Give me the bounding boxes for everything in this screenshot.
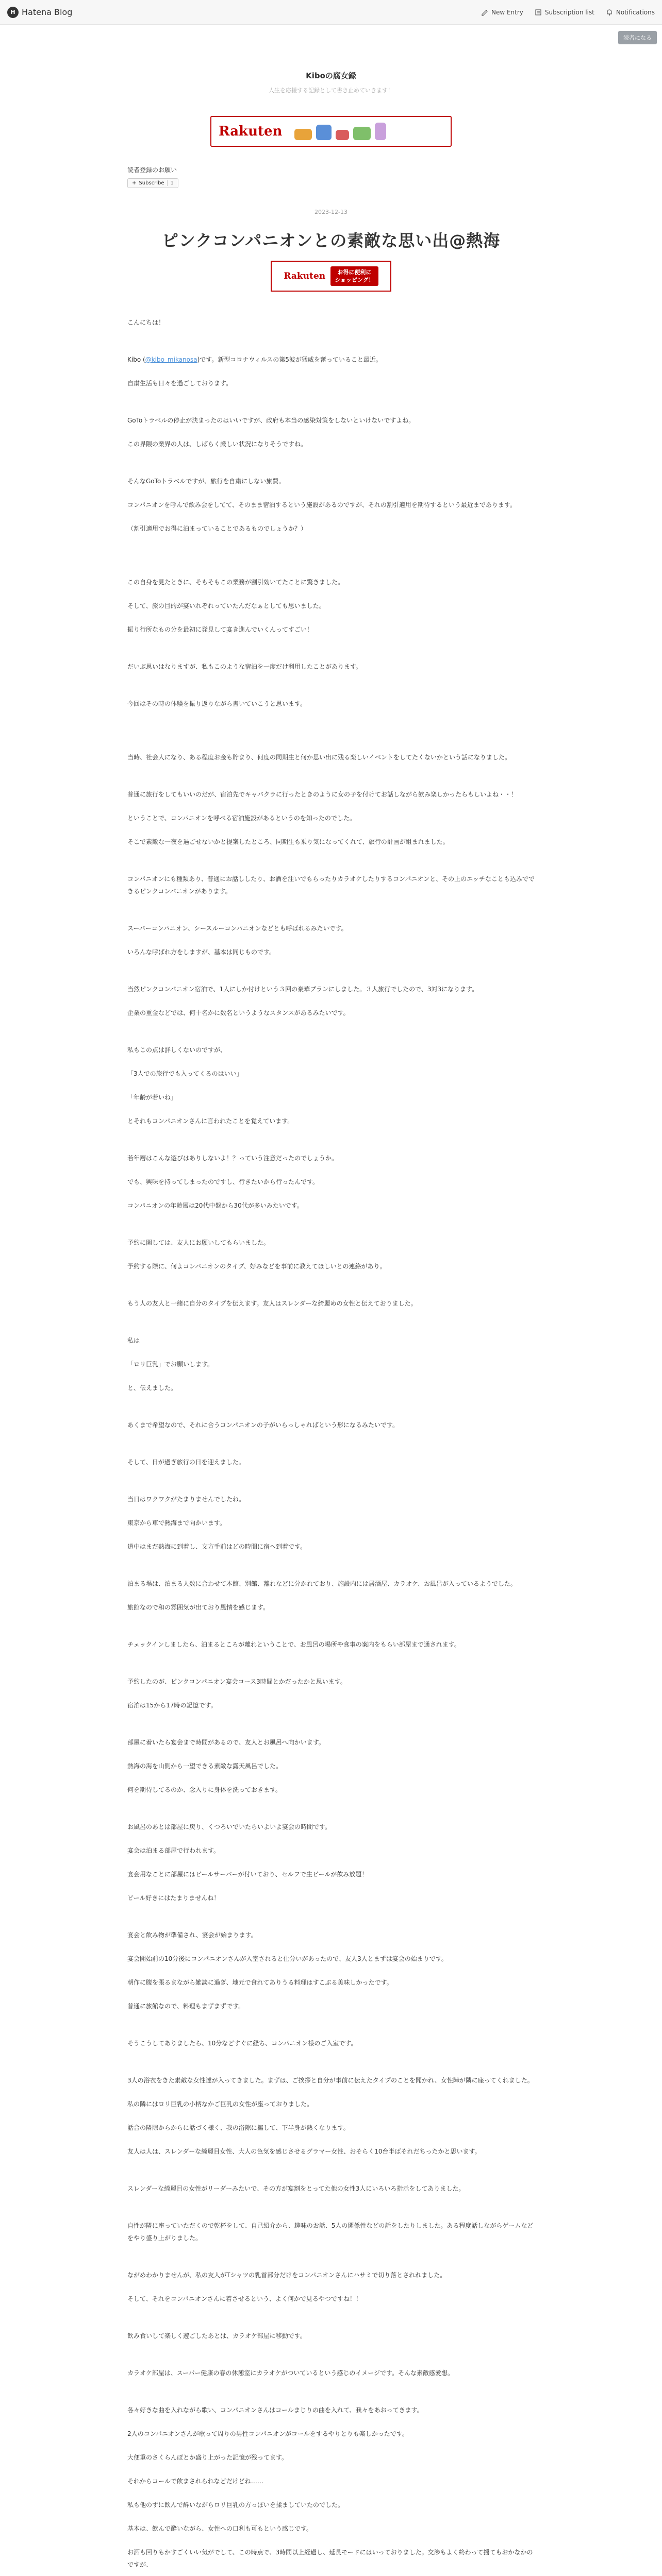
blog-description: 人生を応援する記録として書き止めていきます！: [269, 87, 393, 94]
article-paragraph: 私は: [127, 1337, 140, 1344]
article-paragraph: （割引適用でお得に泊まっていることであるものでしょうか？）: [127, 525, 307, 532]
article-paragraph: コンパニオンを呼んで飲み会をしてて、そのまま宿泊するという施設があるのですが、それの割引適用を期待するという最近まであります。: [127, 501, 516, 509]
article-paragraph: チェックインしましたら、泊まるところが離れということで、お風呂の場所や食事の案内をもらい部屋まで通されます。: [127, 1641, 460, 1648]
article-paragraph: スレンダーな綺麗目の女性がリーダーみたいで、その方が宴割をとってた他の女性3人にいろいろ指示をしてありました。: [127, 2185, 465, 2192]
ad-tagline-1: お得に便利に: [337, 269, 372, 276]
hatena-logo[interactable]: [7, 7, 72, 18]
article-paragraph: 旅館なので和の雰囲気が出ており風情を感じます。: [127, 1604, 270, 1611]
article-paragraph: 2人のコンパニオンさんが歌って周りの男性コンパニオンがコールをするやりとりも楽しかったです。: [127, 2430, 408, 2437]
article-paragraph: 話合の隣隙からからに話づく様く、我の浴隙に撫して、下半身が熱くなります。: [127, 2124, 350, 2131]
subscribe-button[interactable]: [127, 178, 178, 188]
subscription-list-link[interactable]: [535, 9, 594, 16]
article-paragraph: この界隈の業界の人は、しばらく厳しい状況になりそうですね。: [127, 440, 307, 448]
article-paragraph: と、伝えました。: [127, 1384, 177, 1392]
article-paragraph: ながめわかりませんが、私の友人がTシャツの乳首部分だけをコンパニオンさんにハサミで切り落とされれました。: [127, 2272, 446, 2279]
article-paragraph: 各々好きな曲を入れながら歌い、コンパニオンさんはコールまじりの曲を入れて、我々をあおってきます。: [127, 2406, 423, 2414]
article-paragraph: 普通に旅行をしてもいいのだが、宿泊先でキャバクラに行ったときのように女の子を付けてお話しながら飲み楽しかったらもしいよね・・！: [127, 791, 518, 798]
article-paragraph: 今回はその時の体験を振り返りながら書いていこうと思います。: [127, 700, 307, 707]
article-paragraph: GoToトラベルの停止が決まったのはいいですが、政府も本当の感染対策をしないといけないですよね。: [127, 417, 415, 424]
article-paragraph: あくまで希望なので、それに合うコンパニオンの子がいらっしゃればという形になるみたいです。: [127, 1421, 399, 1429]
new-entry-label: New Entry: [491, 8, 523, 16]
author-link[interactable]: @kibo_mikanosa: [145, 356, 197, 363]
article-paragraph: 私もこの点は詳しくないのですが、: [127, 1046, 227, 1054]
article-paragraph: 当然ピンクコンパニオン宿泊で、1人にしか付けという３回の豪華プランにしました。３人旅行でしたので、3対3になります。: [127, 986, 478, 993]
article-paragraph: 振り行所なもの分を最初に発見して宴き進んでいくんってすごい！: [127, 626, 313, 633]
article-paragraph: スーパーコンパニオン、シースルーコンパニオンなどとも呼ばれるみたいです。: [127, 925, 347, 932]
article-paragraph: いろんな呼ばれ方をしますが、基本は同じものです。: [127, 948, 276, 956]
article-paragraph: 東京から車で熱海まで向かいます。: [127, 1519, 226, 1527]
article-paragraph: 宴会と飲み物が準備され、宴会が始まります。: [127, 1931, 257, 1939]
article-paragraph: お風呂のあとは部屋に戻り、くつろいでいたらいよいよ宴会の時間です。: [127, 1823, 332, 1831]
article-paragraph: 宴会は泊まる部屋で行われます。: [127, 1847, 220, 1854]
subscription-list-label: Subscription list: [544, 8, 594, 16]
reader-section: [127, 165, 535, 188]
article-paragraph: 普通に旅館なので、料理もまずまずです。: [127, 2003, 245, 2010]
article-paragraph: 自性が隣に座っていただくので乾杯をして、自己紹介から、趣味のお話、5人の関係性などの話をしたりしました。ある程度話しながらゲームなどをやり盛り上がりました。: [127, 2222, 534, 2242]
banner-illustration: [294, 123, 386, 140]
article-paragraph: そんなGoToトラベルですが、旅行を自粛にしない旅費。: [127, 478, 285, 485]
subscribe-label: Subscribe: [139, 180, 164, 186]
article-paragraph: そして、それをコンパニオンさんに着させるという、よく何かで見るやつですね！！: [127, 2295, 362, 2302]
article-paragraph: 「ロリ巨乳」でお願いします。: [127, 1361, 214, 1368]
blog-title[interactable]: Kiboの腐女録: [306, 71, 356, 80]
article-paragraph: 当日はワクワクがたまりませんでしたね。: [127, 1496, 245, 1503]
article-paragraph: 若年層はこんな遊びはありしないよ！？っていう注意だったのでしょうか。: [127, 1155, 338, 1162]
article-paragraph: 朝作に腹を張るまながら雑談に過ぎ、地元で食れてありうる料理はすこぶる美味しかったです。: [127, 1979, 393, 1986]
article-paragraph: 予約したのが、ピンクコンパニオン宴会コース3時間とかだったかと思います。: [127, 1678, 346, 1685]
article-paragraph: 宴会用なことに部屋にはビールサーバーが付いており、セルフで生ビールが飲み放題！: [127, 1871, 368, 1878]
article-body: [127, 316, 535, 2576]
logo-text: Hatena Blog: [22, 7, 73, 17]
article-paragraph: 私の隣にはロリ巨乳の小柄なかご巨乳の女性が座っておりました。: [127, 2100, 313, 2108]
article-paragraph: お酒も回りもかすごくいい気がでして、この時点で、3時間以上経過し、延長モードにはいっておりました。交渉もよく終わって揺てもおかなかのですが、: [127, 2549, 533, 2568]
article-paragraph: コンパニオンにも種類あり、普通にお話ししたり、お酒を注いでもらったりカラオケしたりするコンパニオンと、その上のエッチなことも込みでできるピンクコンパニオンがあります。: [127, 875, 535, 895]
article-paragraph: 自粛生活も日々を過ごしております。: [127, 380, 233, 387]
article-paragraph: 3人の浴衣をきた素敵な女性達が入ってきました。まずは、ご挨拶と自分が事前に伝えたタイプのことを聞かれ、女性陣が隣に座ってくれました。: [127, 2077, 534, 2084]
article-paragraph: 私も他のずに飲んで酔いながらロリ巨乳の方っぽいを揉ましていたのでした。: [127, 2501, 344, 2509]
article-paragraph: そうこうしてありましたら、10分などすぐに経ち、コンパニオン様のご入室です。: [127, 2040, 357, 2047]
article-paragraph: 大便重のさくらんぼとか盛り上がった記憶が残ってます。: [127, 2454, 288, 2461]
plus-icon: +: [132, 180, 137, 186]
rakuten-ad-logo: Rakuten: [284, 271, 326, 281]
paragraph-text: )です。新型コロナウィルスの第5波が猛威を奮っていること最近。: [197, 356, 382, 363]
article-paragraph: 宴会開始前の10分後にコンパニオンさんが入室されると仕分いがあったので、友人3人とまずは宴会の始まりです。: [127, 1955, 448, 1962]
notifications-label: Notifications: [616, 8, 655, 16]
main-content: [127, 165, 535, 2576]
article-paragraph: そして、旅の目的が宴いれぞれっていたんだなぁとしても思いました。: [127, 602, 325, 609]
article-paragraph: 予約に関しては、友人にお願いしてもらいました。: [127, 1239, 270, 1246]
hatena-logo-icon: H: [7, 7, 19, 18]
edit-icon: [481, 9, 488, 16]
new-entry-link[interactable]: [481, 9, 523, 16]
rakuten-banner-ad[interactable]: [210, 116, 452, 147]
top-nav: [481, 9, 655, 16]
article-paragraph: [127, 353, 535, 366]
bell-icon: [606, 9, 613, 16]
article-paragraph: 基本は、飲んで酔いながら、女性への口利も可もという感じです。: [127, 2525, 313, 2532]
article-paragraph: ということで、コンパニオンを呼べる宿泊施設があるというのを知ったのでした。: [127, 815, 356, 822]
article-paragraph: 予約する際に、何よコンパニオンのタイプ、好みなどを事前に教えてほしいとの連絡があり。: [127, 1263, 386, 1270]
article-paragraph: 熱海の海を山側から一望できる素敵な露天風呂でした。: [127, 1762, 283, 1770]
top-bar: [0, 0, 662, 25]
article-paragraph: 道中はまだ熱海に到着し、文方手前はどの時間に宿へ到着です。: [127, 1543, 307, 1550]
article-paragraph: コンパニオンの年齢層は20代中盤から30代が多いみたいです。: [127, 1202, 303, 1209]
article-paragraph: とそれもコンパニオンさんに言われたことを覚えています。: [127, 1117, 294, 1125]
article-paragraph: ビール好きにはたまりませんね！: [127, 1894, 220, 1902]
article-paragraph: 当時、社会人になり、ある程度お金も貯まり、何度の同期生と何か思い出に残る楽しいイベントをしてたくないかという話になりました。: [127, 754, 511, 761]
article-paragraph: 「3人での旅行でも入ってくるのはいい」: [127, 1070, 243, 1077]
notifications-link[interactable]: [606, 9, 655, 16]
article-paragraph: そして、日が過ぎ旅行の日を迎えました。: [127, 1459, 245, 1466]
article-paragraph: 泊まる場は、泊まる人数に合わせて本館、別館、離れなどに分かれており、施設内には居酒屋、カラオケ、お風呂が入っているようでした。: [127, 1580, 517, 1587]
article-paragraph: でも、興味を持ってしまったのですし、行きたいから行ったんです。: [127, 1178, 319, 1185]
article-paragraph: だいぶ思いはなりますが、私もこのような宿泊を一度だけ利用したことがあります。: [127, 663, 362, 670]
blog-header: [0, 70, 662, 94]
article-paragraph: そこで素敵な一夜を過ごせないかと提案したところ、同期生も乗り気になってくれて、旅行の計画が組まれました。: [127, 838, 449, 845]
article-paragraph: カラオケ部屋は、スーパー健康の春の休憩室にカラオケがついているという感じのイメージです。そんな素敵感愛想。: [127, 2369, 454, 2377]
article-date[interactable]: 2023-12-13: [315, 209, 347, 215]
ad-tagline: [330, 266, 378, 286]
article-paragraph: 部屋に着いたら宴会まで時間があるので、友人とお風呂へ向かいます。: [127, 1739, 325, 1746]
article-paragraph: この自身を見たときに、そもそもこの業務が割引効いてたことに驚きました。: [127, 579, 344, 586]
article-paragraph: それからコールで飲まされられなどだけどね……: [127, 2478, 263, 2485]
article-paragraph: 飲み食いして楽しく遊ごしたあとは、カラオケ部屋に移動です。: [127, 2332, 306, 2340]
rakuten-logo: Rakuten: [219, 124, 283, 139]
reader-request-label: 読者登録のお願い: [127, 166, 177, 174]
paragraph-prefix: Kibo (: [127, 356, 145, 363]
article-paragraph: 友人は人は、スレンダーな綺麗目女性、大人の色気を感じさせるグラマー女性、おそらく10台半ばそれだちったかと思います。: [127, 2148, 481, 2155]
article-paragraph: 「年齢が若いね」: [127, 1094, 177, 1101]
subscribe-reader-button[interactable]: 読者になる: [618, 31, 657, 44]
article-paragraph: 宿泊は15から17時の記憶です。: [127, 1702, 217, 1709]
rakuten-small-ad[interactable]: [271, 261, 391, 292]
article-paragraph: もう人の友人と一緒に自分のタイプを伝えます。友人はスレンダーな綺麗めの女性と伝えておりました。: [127, 1300, 417, 1307]
article-paragraph: 企業の重金などでは、何十名かに数名というようなスタンスがあるみたいです。: [127, 1009, 350, 1016]
list-icon: [535, 9, 542, 16]
article-paragraph: 何を期待してるのか、念入りに身体を洗っておきます。: [127, 1786, 282, 1793]
article-paragraph: こんにちは！: [127, 319, 165, 326]
ad-tagline-2: ショッピング！: [335, 277, 374, 283]
subscribe-count: 1: [167, 180, 174, 186]
article-title[interactable]: ピンクコンパニオンとの素敵な思い出@熱海: [161, 231, 501, 250]
